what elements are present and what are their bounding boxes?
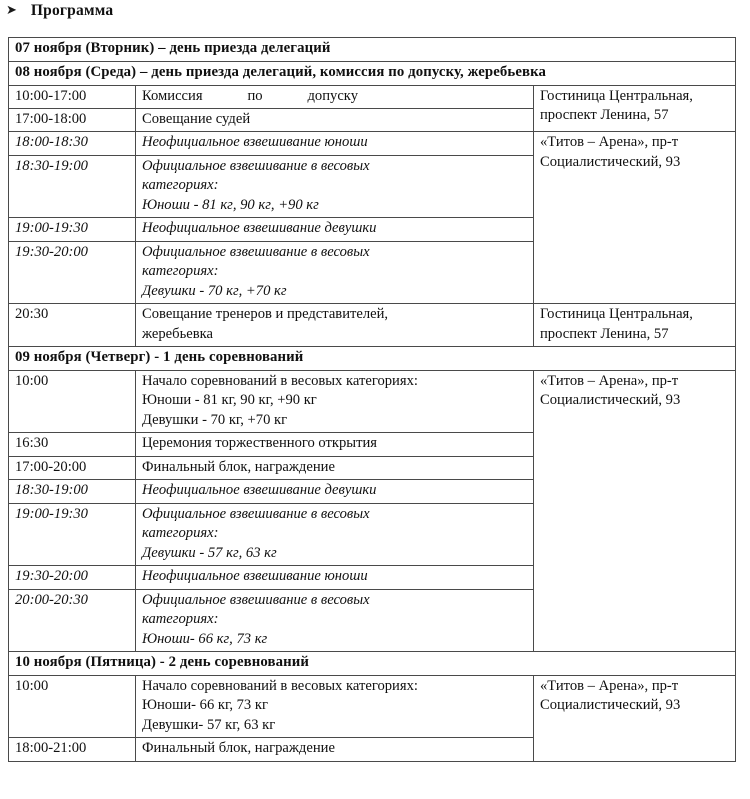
page-title-text: Программа [30,2,114,19]
page-title [0,0,750,30]
event-line: Финальный блок, награждение [142,740,335,757]
schedule-table-container [8,37,735,762]
row-time: 18:00-21:00 [9,738,136,761]
event-line: категориях: [142,263,219,280]
table-row [9,370,736,432]
row-event [136,370,534,432]
row-event [136,241,534,303]
event-line: Официальное взвешивание в весовых [142,591,370,608]
event-line: Неофициальное взвешивание девушки [142,482,377,499]
row-event [136,85,534,108]
row-event [136,589,534,651]
row-event [136,503,534,565]
row-event [136,433,534,456]
event-line: жеребьевка [142,325,213,342]
day-header-tuesday: 07 ноября (Вторник) – день приезда делегаций [9,38,736,62]
row-event [136,566,534,589]
row-event [136,675,534,737]
event-line: Совещание судей [142,110,251,127]
row-venue: «Титов – Арена», пр-т Социалистический, 93 [534,675,736,761]
event-line: Неофициальное взвешивание девушки [142,220,377,237]
event-line: Юноши - 81 кг, 90 кг, +90 кг [142,196,319,213]
day-header-wednesday: 08 ноября (Среда) – день приезда делегаций, комиссия по допуску, жеребьевка [9,61,736,85]
row-time: 19:00-19:30 [9,218,136,241]
arrow-bullet-icon: ➤ [6,2,17,17]
event-line: Юноши- 66 кг, 73 кг [142,697,268,714]
row-event [136,738,534,761]
table-row [9,304,736,347]
event-line: Комиссия по допуску [142,87,358,104]
day-header-row-wednesday [9,61,736,85]
row-venue: «Титов – Арена», пр-т Социалистический, 93 [534,370,736,651]
day-header-row-tuesday [9,38,736,62]
row-time: 10:00 [9,370,136,432]
row-venue: Гостиница Центральная, проспект Ленина, 57 [534,85,736,132]
event-line: Официальное взвешивание в весовых [142,243,370,260]
row-time: 17:00-18:00 [9,108,136,131]
row-time: 18:00-18:30 [9,132,136,155]
event-line: Совещание тренеров и представителей, [142,306,389,323]
row-venue: «Титов – Арена», пр-т Социалистический, 93 [534,132,736,304]
event-line: Официальное взвешивание в весовых [142,505,370,522]
event-line: Девушки - 70 кг, +70 кг [142,411,288,428]
event-line: Начало соревнований в весовых категориях: [142,372,418,389]
row-event [136,456,534,479]
event-line: Девушки- 57 кг, 63 кг [142,716,276,733]
row-time: 20:30 [9,304,136,347]
event-line: Юноши - 81 кг, 90 кг, +90 кг [142,392,317,409]
schedule-table-body [9,38,736,762]
event-line: Девушки - 70 кг, +70 кг [142,282,287,299]
row-time: 20:00-20:30 [9,589,136,651]
row-time: 18:30-19:00 [9,480,136,503]
row-time: 18:30-19:00 [9,155,136,217]
table-row [9,675,736,737]
event-line: категориях: [142,177,219,194]
row-event [136,218,534,241]
row-time: 16:30 [9,433,136,456]
day-header-row-thursday [9,347,736,371]
row-event [136,132,534,155]
table-row [9,132,736,155]
event-line: Начало соревнований в весовых категориях: [142,677,418,694]
event-line: Девушки - 57 кг, 63 кг [142,544,277,561]
row-event [136,108,534,131]
row-time: 10:00-17:00 [9,85,136,108]
event-line: категориях: [142,525,219,542]
row-time: 17:00-20:00 [9,456,136,479]
row-time: 10:00 [9,675,136,737]
day-header-thursday: 09 ноября (Четверг) - 1 день соревнований [9,347,736,371]
event-line: Официальное взвешивание в весовых [142,157,370,174]
event-line: Неофициальное взвешивание юноши [142,134,368,151]
schedule-table [8,37,736,762]
day-header-friday: 10 ноября (Пятница) - 2 день соревнований [9,651,736,675]
row-venue: Гостиница Центральная, проспект Ленина, 57 [534,304,736,347]
row-time: 19:00-19:30 [9,503,136,565]
event-line: Финальный блок, награждение [142,458,335,475]
day-header-row-friday [9,651,736,675]
event-line: Юноши- 66 кг, 73 кг [142,630,268,647]
event-line: Неофициальное взвешивание юноши [142,568,368,585]
row-event [136,480,534,503]
row-time: 19:30-20:00 [9,241,136,303]
row-event [136,155,534,217]
row-time: 19:30-20:00 [9,566,136,589]
event-line: категориях: [142,611,219,628]
table-row [9,85,736,108]
event-line: Церемония торжественного открытия [142,435,378,452]
row-event [136,304,534,347]
